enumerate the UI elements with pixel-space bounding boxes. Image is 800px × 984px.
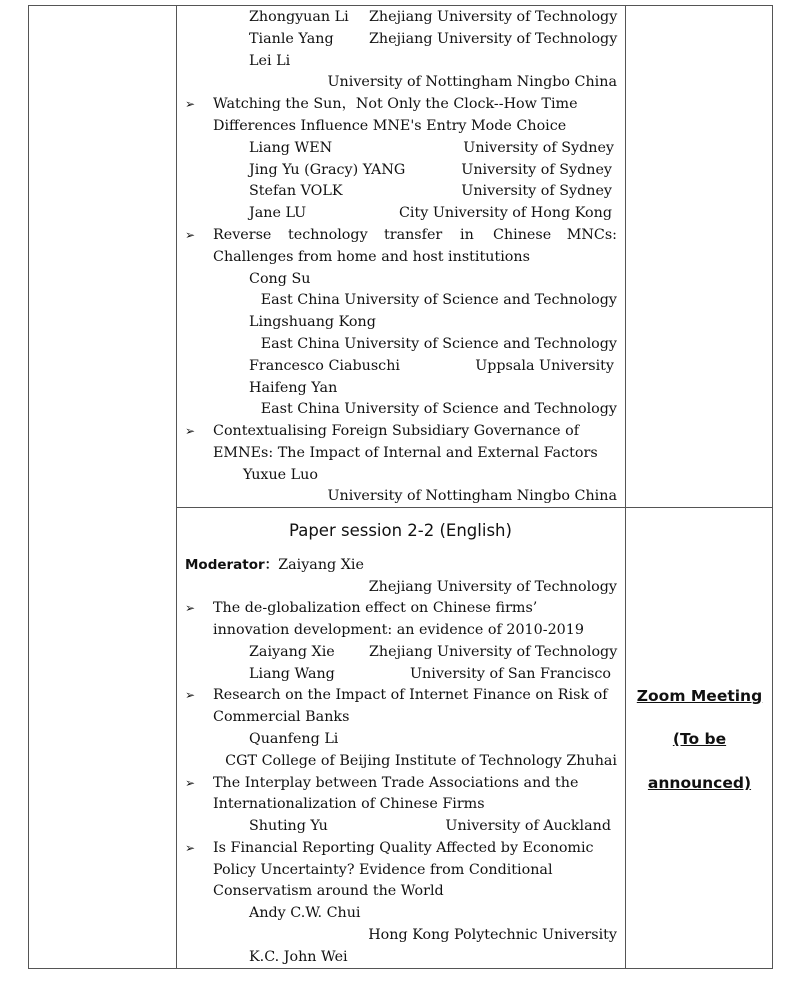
paper-title-word: in: [460, 227, 474, 243]
table-border-right: [772, 5, 773, 969]
table-border-col1: [176, 5, 177, 969]
author-affiliation: University of Sydney: [463, 140, 614, 156]
venue-to-be: (To be: [672, 730, 727, 748]
paper-title: The Interplay between Trade Associations and the: [213, 775, 579, 791]
author-affiliation: Zhejiang University of Technology: [369, 31, 618, 47]
author-name: Liang WEN: [249, 140, 333, 156]
author-name: Cong Su: [249, 271, 311, 287]
author-name: Jane LU: [249, 205, 307, 221]
author-name: Liang Wang: [249, 666, 335, 682]
author-affiliation: Hong Kong Polytechnic University: [368, 927, 617, 943]
paper-title: Conservatism around the World: [213, 883, 444, 899]
author-name: K.C. John Wei: [249, 949, 348, 965]
author-name: Yuxue Luo: [243, 467, 318, 483]
moderator-label: Moderator：: [185, 557, 279, 573]
paper-title: Differences Influence MNE's Entry Mode Choice: [213, 118, 567, 134]
bullet-icon: ➢: [185, 228, 196, 242]
table-border-col2: [625, 5, 626, 969]
venue-zoom-meeting: Zoom Meeting: [636, 687, 763, 705]
paper-title: Commercial Banks: [213, 709, 350, 725]
bullet-icon: ➢: [185, 424, 196, 438]
author-name: Zhongyuan Li: [249, 9, 349, 25]
author-name: Lingshuang Kong: [249, 314, 376, 330]
author-name: Andy C.W. Chui: [249, 905, 361, 921]
paper-title: Challenges from home and host institutions: [213, 249, 530, 265]
paper-title: innovation development: an evidence of 2010-2019: [213, 622, 584, 638]
paper-title: EMNEs: The Impact of Internal and External Factors: [213, 445, 598, 461]
author-affiliation: University of Sydney: [461, 183, 612, 199]
session-title: Paper session 2-2 (English): [289, 521, 512, 540]
author-affiliation: CGT College of Beijing Institute of Technology Zhuhai: [225, 753, 617, 769]
author-affiliation: University of Sydney: [461, 162, 612, 178]
author-affiliation: East China University of Science and Technology: [260, 336, 617, 352]
paper-title-word: transfer: [384, 227, 443, 243]
moderator-line: [185, 555, 364, 577]
paper-title-word: Reverse: [213, 227, 272, 243]
author-name: Zaiyang Xie: [249, 644, 335, 660]
paper-title-word: technology: [288, 227, 368, 243]
paper-title: Contextualising Foreign Subsidiary Governance of: [213, 423, 579, 439]
bullet-icon: ➢: [185, 601, 196, 615]
author-affiliation: University of Nottingham Ningbo China: [327, 488, 617, 504]
bullet-icon: ➢: [185, 841, 196, 855]
paper-title-word: Chinese: [493, 227, 552, 243]
author-name: Shuting Yu: [249, 818, 328, 834]
author-name: Quanfeng Li: [249, 731, 339, 747]
paper-title: The de-globalization effect on Chinese firms’: [213, 600, 538, 616]
paper-title: Policy Uncertainty? Evidence from Conditional: [213, 862, 553, 878]
author-name: Tianle Yang: [249, 31, 334, 47]
bullet-icon: ➢: [185, 776, 196, 790]
paper-title: Internationalization of Chinese Firms: [213, 796, 485, 812]
author-name: Haifeng Yan: [249, 380, 338, 396]
author-affiliation: Zhejiang University of Technology: [369, 9, 618, 25]
author-affiliation: City University of Hong Kong: [398, 205, 612, 221]
moderator-affiliation: Zhejiang University of Technology: [368, 579, 617, 595]
moderator-name: Zaiyang Xie: [278, 557, 364, 573]
author-name: Stefan VOLK: [249, 183, 343, 199]
author-name: Lei Li: [249, 53, 291, 69]
author-name: Francesco Ciabuschi: [249, 358, 400, 374]
paper-title: Research on the Impact of Internet Finance on Risk of: [213, 687, 608, 703]
author-affiliation: University of San Francisco: [409, 666, 611, 682]
author-affiliation: University of Nottingham Ningbo China: [327, 74, 617, 90]
bullet-icon: ➢: [185, 688, 196, 702]
table-border-top: [28, 5, 773, 6]
author-affiliation: Zhejiang University of Technology: [369, 644, 618, 660]
author-affiliation: University of Auckland: [445, 818, 611, 834]
author-affiliation: East China University of Science and Technology: [260, 292, 617, 308]
author-affiliation: East China University of Science and Technology: [260, 401, 617, 417]
paper-title-word: MNCs:: [566, 227, 617, 243]
author-affiliation: Uppsala University: [475, 358, 614, 374]
paper-title: Is Financial Reporting Quality Affected by Economic: [213, 840, 594, 856]
table-border-bottom: [28, 968, 773, 969]
paper-title: Watching the Sun，Not Only the Clock--How Time: [213, 96, 578, 112]
author-name: Jing Yu (Gracy) YANG: [249, 162, 406, 178]
table-border-left: [28, 5, 29, 969]
bullet-icon: ➢: [185, 97, 196, 111]
venue-announced: announced): [647, 774, 752, 792]
